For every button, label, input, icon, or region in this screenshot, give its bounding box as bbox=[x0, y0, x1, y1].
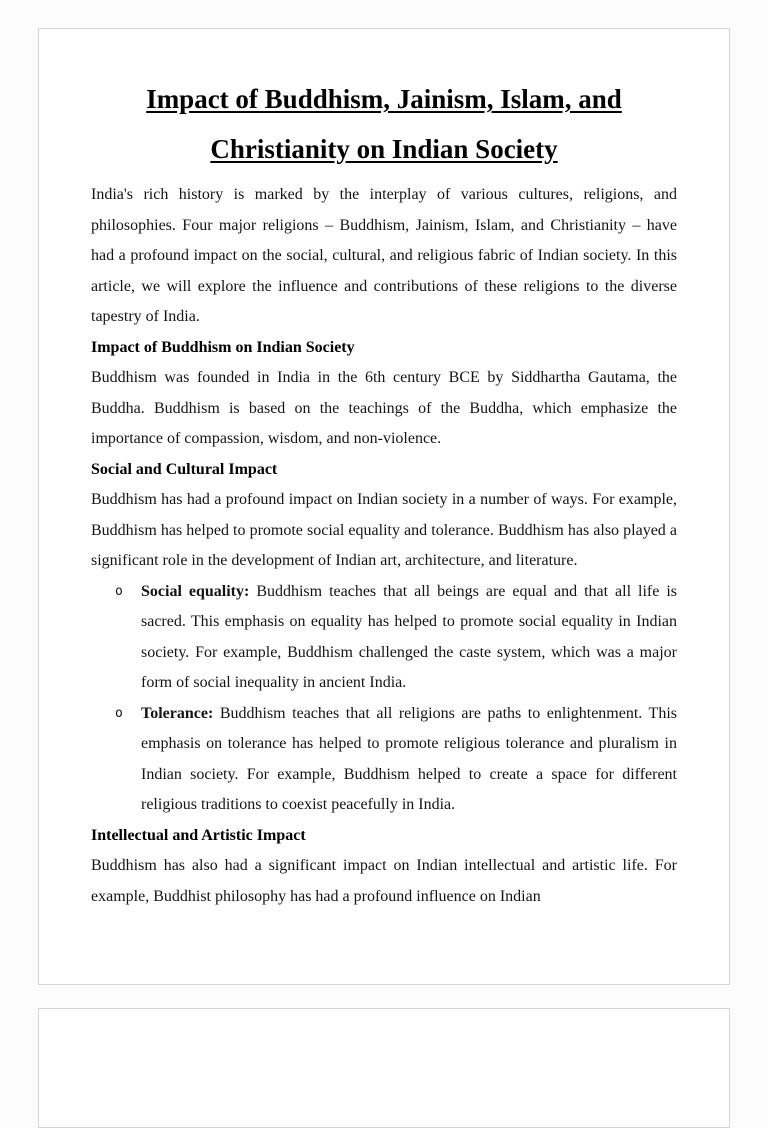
bullet-item-social-equality bbox=[91, 577, 677, 699]
section-heading-intellectual-artistic: Intellectual and Artistic Impact bbox=[91, 826, 306, 844]
next-page-edge bbox=[38, 1008, 730, 1128]
section-heading-buddhism-impact: Impact of Buddhism on Indian Society bbox=[91, 338, 355, 356]
bullet-text: Buddhism teaches that all beings are equal and that all life is sacred. This emphasis on equality has helped to promote social equality in Indian society. For example, Buddhism challenged the caste system, which was a major form of social inequality in ancient India. bbox=[141, 582, 677, 691]
document-title-line-2: Christianity on Indian Society bbox=[210, 134, 558, 164]
intro-paragraph: India's rich history is marked by the interplay of various cultures, religions, and philosophies. Four major religions – Buddhism, Jainism, Islam, and Christianity – have had a profound impact on the social, cultural, and religious fabric of Indian society. In this article, we will explore the influence and contributions of these religions to the diverse tapestry of India. bbox=[91, 186, 677, 325]
bullet-item-tolerance bbox=[91, 699, 677, 821]
section-heading-social-cultural: Social and Cultural Impact bbox=[91, 460, 278, 478]
bullet-label: Social equality: bbox=[141, 582, 250, 600]
document-page bbox=[38, 28, 730, 985]
bullet-label: Tolerance: bbox=[141, 704, 214, 722]
bullet-list bbox=[91, 577, 677, 821]
bullet-marker: o bbox=[115, 705, 123, 721]
paragraph-buddhism-impact: Buddhism was founded in India in the 6th century BCE by Siddhartha Gautama, the Buddha. Buddhism is based on the teachings of the Buddha, which emphasize the importance of compassion, wisdom, and non-violence. bbox=[91, 369, 677, 447]
paragraph-intellectual-artistic: Buddhism has also had a significant impact on Indian intellectual and artistic life. For example, Buddhist philosophy has had a profound influence on Indian bbox=[91, 857, 677, 905]
paragraph-social-cultural: Buddhism has had a profound impact on Indian society in a number of ways. For example, Buddhism has helped to promote social equality and tolerance. Buddhism has also played a significant role in the development of Indian art, architecture, and literature. bbox=[91, 491, 677, 569]
bullet-marker: o bbox=[115, 583, 123, 599]
document-title bbox=[91, 74, 677, 174]
document-title-line-1: Impact of Buddhism, Jainism, Islam, and bbox=[146, 84, 622, 114]
bullet-text: Buddhism teaches that all religions are paths to enlightenment. This emphasis on tolerance has helped to promote religious tolerance and pluralism in Indian society. For example, Buddhism helped to create a space for different religious traditions to coexist peacefully in India. bbox=[141, 704, 678, 813]
document-content bbox=[39, 29, 729, 912]
